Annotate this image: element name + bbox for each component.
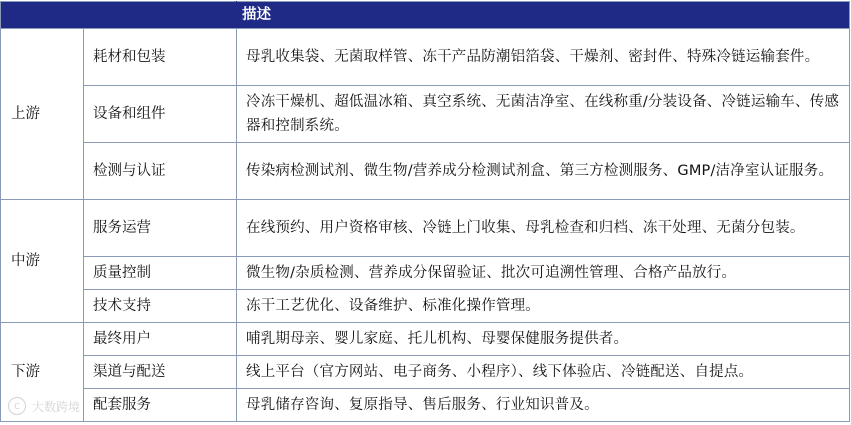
- stage-upstream: 上游: [1, 29, 84, 200]
- table-row: [1, 29, 850, 86]
- table-row: [1, 143, 850, 200]
- category-cell: 质量控制: [84, 257, 237, 290]
- stage-midstream: 中游: [1, 200, 84, 323]
- description-cell: 微生物/杂质检测、营养成分保留验证、批次可追溯性管理、合格产品放行。: [237, 257, 850, 290]
- description-cell: 传染病检测试剂、微生物/营养成分检测试剂盒、第三方检测服务、GMP/洁净室认证服务。: [237, 143, 850, 200]
- description-cell: 冷冻干燥机、超低温冰箱、真空系统、无菌洁净室、在线称重/分装设备、冷链运输车、传感器和控制系统。: [237, 86, 850, 143]
- table-row: [1, 200, 850, 257]
- description-cell: 母乳储存咨询、复原指导、售后服务、行业知识普及。: [237, 389, 850, 422]
- table-row: [1, 389, 850, 422]
- category-cell: 配套服务: [84, 389, 237, 422]
- category-cell: 技术支持: [84, 290, 237, 323]
- description-cell: 母乳收集袋、无菌取样管、冻干产品防潮铝箔袋、干燥剂、密封件、特殊冷链运输套件。: [237, 29, 850, 86]
- industry-chain-table: [0, 1, 850, 422]
- watermark: [8, 397, 80, 415]
- header-row: [1, 2, 850, 29]
- watermark-logo-icon: C: [8, 397, 26, 415]
- stage-downstream: 下游: [1, 323, 84, 422]
- category-cell: 设备和组件: [84, 86, 237, 143]
- table-row: [1, 356, 850, 389]
- category-cell: 耗材和包装: [84, 29, 237, 86]
- table-row: [1, 257, 850, 290]
- table-row: [1, 323, 850, 356]
- category-cell: 服务运营: [84, 200, 237, 257]
- table-row: [1, 86, 850, 143]
- description-cell: 线上平台（官方网站、电子商务、小程序）、线下体验店、冷链配送、自提点。: [237, 356, 850, 389]
- description-cell: 在线预约、用户资格审核、冷链上门收集、母乳检查和归档、冻干处理、无菌分包装。: [237, 200, 850, 257]
- category-cell: 最终用户: [84, 323, 237, 356]
- description-cell: 冻干工艺优化、设备维护、标准化操作管理。: [237, 290, 850, 323]
- category-cell: 检测与认证: [84, 143, 237, 200]
- watermark-text: 大数跨境: [32, 399, 81, 414]
- category-cell: 渠道与配送: [84, 356, 237, 389]
- description-cell: 哺乳期母亲、婴儿家庭、托儿机构、母婴保健服务提供者。: [237, 323, 850, 356]
- header-blank-cell: [1, 2, 237, 29]
- header-desc: 描述: [237, 2, 850, 29]
- table-row: [1, 290, 850, 323]
